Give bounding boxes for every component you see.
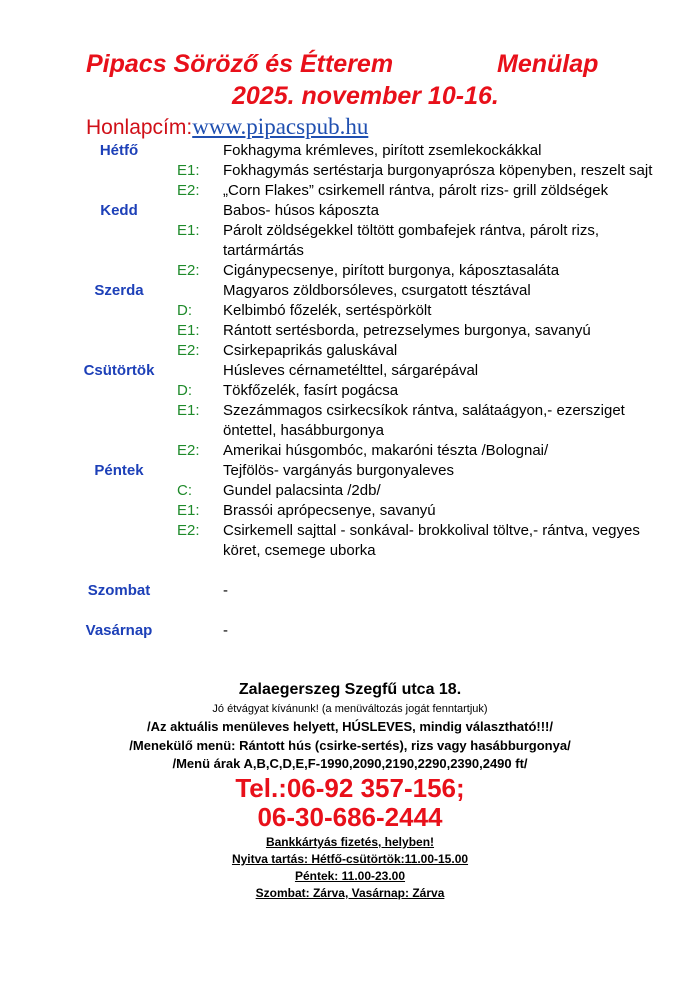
dish-text: Párolt zöldségekkel töltött gombafejek rántva, párolt rizs, tartármártás (223, 222, 600, 259)
menu-code: D: (177, 382, 192, 399)
menu-row (0, 161, 700, 181)
dish-text: Cigánypecsenye, pirított burgonya, káposztasaláta (223, 262, 560, 279)
dish-text: Fokhagymás sertéstarja burgonyaprósza köpenyben, reszelt sajt (223, 162, 653, 179)
day-name: Szerda (94, 282, 144, 299)
menu-row (0, 281, 700, 301)
menu-row (0, 221, 700, 261)
menu-row (0, 341, 700, 361)
day-name: Csütörtök (83, 362, 155, 379)
dish-text: Magyaros zöldborsóleves, csurgatott tésztával (223, 282, 531, 299)
menu-row (0, 321, 700, 341)
menu-row (0, 441, 700, 461)
dish-text: Babos- húsos káposzta (223, 202, 379, 219)
phone-primary: Tel.:06-92 357-156; (235, 773, 465, 803)
menu-row (0, 521, 700, 561)
dish-text: Rántott sertésborda, petrezselymes burgonya, savanyú (223, 322, 591, 339)
day-label (0, 281, 238, 301)
menu-code: E1: (177, 162, 200, 179)
day-name: Szombat (87, 582, 151, 599)
price-note: /Menü árak A,B,C,D,E,F-1990,2090,2190,2290,2390,2490 ft/ (172, 756, 528, 771)
day-label (0, 361, 238, 381)
date-range: 2025. november 10-16. (232, 82, 499, 110)
dish-text: Kelbimbó főzelék, sertéspörkölt (223, 302, 432, 319)
soup-note: /Az aktuális menüleves helyett, HÚSLEVES, mindig választható!!!/ (147, 719, 553, 734)
dish-text: Fokhagyma krémleves, pirított zsemlekockákkal (223, 142, 542, 159)
website-line (86, 114, 368, 140)
menu-code: E1: (177, 322, 200, 339)
menu-code: C: (177, 482, 192, 499)
dish-text: Tejfölös- vargányás burgonyaleves (223, 462, 454, 479)
menu-row (0, 181, 700, 201)
menu-code: E2: (177, 182, 200, 199)
dish-text: - (223, 622, 228, 639)
dish-text: Tökfőzelék, fasírt pogácsa (223, 382, 399, 399)
menu-title: Menülap (497, 50, 599, 78)
phone-mobile: 06-30-686-2444 (257, 802, 443, 832)
menu-row (0, 581, 700, 601)
menu-row (0, 381, 700, 401)
weekly-menu (0, 141, 700, 641)
menu-row (0, 141, 700, 161)
dish-text: Húsleves cérnametélttel, sárgarépával (223, 362, 479, 379)
day-name: Hétfő (99, 142, 139, 159)
menu-code: D: (177, 302, 192, 319)
wish-note: Jó étvágyat kívánunk! (a menüváltozás jogát fenntartjuk) (212, 703, 488, 715)
day-label (0, 581, 238, 601)
dish-text: Csirkepaprikás galuskával (223, 342, 398, 359)
menu-row (0, 621, 700, 641)
day-label (0, 201, 238, 221)
menu-code: E1: (177, 222, 200, 239)
menu-row (0, 501, 700, 521)
menu-code: E2: (177, 262, 200, 279)
dish-text: „Corn Flakes” csirkemell rántva, párolt rizs- grill zöldségek (223, 182, 609, 199)
menu-code: E2: (177, 442, 200, 459)
menu-row (0, 401, 700, 441)
menu-row (0, 461, 700, 481)
dish-text: Brassói aprópecsenye, savanyú (223, 502, 436, 519)
menu-code: E2: (177, 522, 200, 539)
day-label (0, 621, 238, 641)
menu-row (0, 361, 700, 381)
restaurant-name: Pipacs Söröző és Étterem (86, 50, 394, 78)
opening-hours-friday: Péntek: 11.00-23.00 (294, 869, 406, 883)
day-name: Péntek (94, 462, 144, 479)
day-label (0, 141, 238, 161)
menu-row (0, 301, 700, 321)
website-label: Honlapcím: (86, 116, 193, 139)
dish-text: Amerikai húsgombóc, makaróni tészta /Bolognai/ (223, 442, 549, 459)
day-label (0, 461, 238, 481)
website-link[interactable]: www.pipacspub.hu (192, 114, 369, 139)
menu-row (0, 261, 700, 281)
menu-row (0, 201, 700, 221)
menu-row (0, 481, 700, 501)
opening-hours-weekdays: Nyitva tartás: Hétfő-csütörtök:11.00-15.00 (231, 852, 469, 866)
dish-text: Szezámmagos csirkecsíkok rántva, salátaágyon,- ezersziget öntettel, hasábburgonya (223, 402, 625, 439)
card-payment-note: Bankkártyás fizetés, helyben! (265, 835, 435, 849)
escape-menu-note: /Menekülő menü: Rántott hús (csirke-sertés), rizs vagy hasábburgonya/ (129, 738, 571, 753)
opening-hours-weekend: Szombat: Zárva, Vasárnap: Zárva (255, 886, 445, 900)
address: Zalaegerszeg Szegfű utca 18. (238, 681, 462, 698)
menu-code: E1: (177, 502, 200, 519)
dish-text: - (223, 582, 228, 599)
menu-code: E2: (177, 342, 200, 359)
day-name: Vasárnap (85, 622, 153, 639)
dish-text: Csirkemell sajttal - sonkával- brokkolival töltve,- rántva, vegyes köret, csemege uborka (223, 522, 640, 559)
menu-code: E1: (177, 402, 200, 419)
day-name: Kedd (100, 202, 138, 219)
dish-text: Gundel palacsinta /2db/ (223, 482, 381, 499)
